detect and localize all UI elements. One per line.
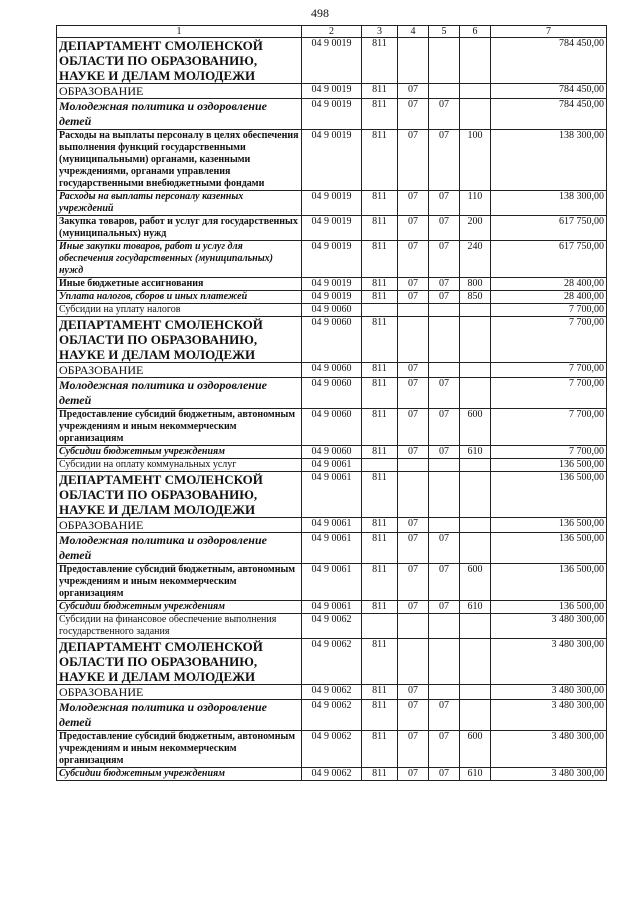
subsection-code: [429, 472, 460, 518]
ministry-code: 811: [362, 241, 398, 278]
subsection-code: 07: [429, 601, 460, 614]
table-row: [57, 409, 607, 446]
table-row: [57, 639, 607, 685]
section-code: [398, 639, 429, 685]
row-name: Субсидии бюджетным учреждениям: [57, 601, 302, 614]
subsection-code: [429, 84, 460, 99]
section-code: 07: [398, 564, 429, 601]
table-row: [57, 241, 607, 278]
target-article-code: 04 9 0062: [302, 614, 362, 639]
subsection-code: 07: [429, 291, 460, 304]
target-article-code: 04 9 0019: [302, 291, 362, 304]
ministry-code: 811: [362, 191, 398, 216]
ministry-code: 811: [362, 216, 398, 241]
ministry-code: 811: [362, 601, 398, 614]
target-article-code: 04 9 0060: [302, 317, 362, 363]
expense-type-code: [460, 614, 491, 639]
table-row: [57, 317, 607, 363]
target-article-code: 04 9 0019: [302, 191, 362, 216]
target-article-code: 04 9 0062: [302, 639, 362, 685]
ministry-code: 811: [362, 278, 398, 291]
table-row: [57, 304, 607, 317]
amount: 136 500,00: [491, 518, 607, 533]
amount: 7 700,00: [491, 378, 607, 409]
expense-type-code: [460, 700, 491, 731]
table-row: [57, 38, 607, 84]
table-row: [57, 685, 607, 700]
ministry-code: 811: [362, 38, 398, 84]
amount: 7 700,00: [491, 409, 607, 446]
ministry-code: 811: [362, 84, 398, 99]
section-code: [398, 614, 429, 639]
section-code: [398, 304, 429, 317]
table-row: [57, 84, 607, 99]
subsection-code: [429, 304, 460, 317]
row-name: ОБРАЗОВАНИЕ: [57, 518, 302, 533]
expense-type-code: 610: [460, 768, 491, 781]
amount: 617 750,00: [491, 241, 607, 278]
expense-type-code: 850: [460, 291, 491, 304]
row-name: Молодежная политика и оздоровление детей: [57, 99, 302, 130]
subsection-code: 07: [429, 409, 460, 446]
subsection-code: 07: [429, 533, 460, 564]
section-code: 07: [398, 216, 429, 241]
row-name: Субсидии на уплату налогов: [57, 304, 302, 317]
subsection-code: 07: [429, 731, 460, 768]
row-name: Расходы на выплаты персоналу в целях обеспечения выполнения функций государственными (муниципальными) органами, казенными учреждениями, органами управления государственными внебюджетными фондами: [57, 130, 302, 191]
expense-type-code: 600: [460, 564, 491, 601]
ministry-code: 811: [362, 768, 398, 781]
target-article-code: 04 9 0019: [302, 84, 362, 99]
row-name: ДЕПАРТАМЕНТ СМОЛЕНСКОЙ ОБЛАСТИ ПО ОБРАЗОВАНИЮ, НАУКЕ И ДЕЛАМ МОЛОДЕЖИ: [57, 38, 302, 84]
row-name: ДЕПАРТАМЕНТ СМОЛЕНСКОЙ ОБЛАСТИ ПО ОБРАЗОВАНИЮ, НАУКЕ И ДЕЛАМ МОЛОДЕЖИ: [57, 472, 302, 518]
subsection-code: [429, 614, 460, 639]
target-article-code: 04 9 0019: [302, 216, 362, 241]
ministry-code: [362, 614, 398, 639]
ministry-code: 811: [362, 363, 398, 378]
row-name: Предоставление субсидий бюджетным, автономным учреждениям и иным некоммерческим организациям: [57, 731, 302, 768]
table-row: [57, 614, 607, 639]
section-code: 07: [398, 191, 429, 216]
section-code: 07: [398, 363, 429, 378]
subsection-code: [429, 685, 460, 700]
section-code: 07: [398, 99, 429, 130]
row-name: Субсидии бюджетным учреждениям: [57, 768, 302, 781]
amount: 136 500,00: [491, 601, 607, 614]
amount: 136 500,00: [491, 533, 607, 564]
ministry-code: 811: [362, 731, 398, 768]
section-code: 07: [398, 241, 429, 278]
ministry-code: 811: [362, 446, 398, 459]
subsection-code: 07: [429, 216, 460, 241]
table-row: [57, 459, 607, 472]
table-row: [57, 472, 607, 518]
section-code: [398, 38, 429, 84]
expense-type-code: 600: [460, 409, 491, 446]
expense-type-code: 240: [460, 241, 491, 278]
target-article-code: 04 9 0019: [302, 38, 362, 84]
row-name: ДЕПАРТАМЕНТ СМОЛЕНСКОЙ ОБЛАСТИ ПО ОБРАЗОВАНИЮ, НАУКЕ И ДЕЛАМ МОЛОДЕЖИ: [57, 317, 302, 363]
subsection-code: [429, 38, 460, 84]
target-article-code: 04 9 0062: [302, 731, 362, 768]
column-header: 2: [302, 26, 362, 38]
row-name: Иные бюджетные ассигнования: [57, 278, 302, 291]
row-name: Предоставление субсидий бюджетным, автономным учреждениям и иным некоммерческим организациям: [57, 564, 302, 601]
ministry-code: 811: [362, 99, 398, 130]
amount: 138 300,00: [491, 130, 607, 191]
subsection-code: 07: [429, 378, 460, 409]
section-code: 07: [398, 601, 429, 614]
amount: 138 300,00: [491, 191, 607, 216]
section-code: 07: [398, 446, 429, 459]
section-code: 07: [398, 409, 429, 446]
table-row: [57, 768, 607, 781]
amount: 617 750,00: [491, 216, 607, 241]
ministry-code: 811: [362, 518, 398, 533]
row-name: Молодежная политика и оздоровление детей: [57, 378, 302, 409]
ministry-code: 811: [362, 685, 398, 700]
amount: 28 400,00: [491, 278, 607, 291]
ministry-code: 811: [362, 317, 398, 363]
target-article-code: 04 9 0061: [302, 601, 362, 614]
subsection-code: 07: [429, 99, 460, 130]
ministry-code: 811: [362, 639, 398, 685]
row-name: Субсидии на оплату коммунальных услуг: [57, 459, 302, 472]
expense-type-code: 200: [460, 216, 491, 241]
amount: 7 700,00: [491, 446, 607, 459]
ministry-code: 811: [362, 130, 398, 191]
amount: 136 500,00: [491, 564, 607, 601]
amount: 7 700,00: [491, 363, 607, 378]
ministry-code: 811: [362, 700, 398, 731]
expense-type-code: [460, 533, 491, 564]
section-code: 07: [398, 731, 429, 768]
ministry-code: 811: [362, 533, 398, 564]
expense-type-code: [460, 84, 491, 99]
row-name: Субсидии на финансовое обеспечение выполнения государственного задания: [57, 614, 302, 639]
amount: 784 450,00: [491, 84, 607, 99]
expense-type-code: [460, 317, 491, 363]
amount: 7 700,00: [491, 304, 607, 317]
target-article-code: 04 9 0062: [302, 700, 362, 731]
page-number: 498: [311, 6, 329, 20]
table-row: [57, 700, 607, 731]
column-header: 6: [460, 26, 491, 38]
target-article-code: 04 9 0061: [302, 564, 362, 601]
table-row: [57, 191, 607, 216]
subsection-code: 07: [429, 446, 460, 459]
row-name: Предоставление субсидий бюджетным, автономным учреждениям и иным некоммерческим организациям: [57, 409, 302, 446]
amount: 3 480 300,00: [491, 614, 607, 639]
section-code: 07: [398, 533, 429, 564]
section-code: [398, 317, 429, 363]
subsection-code: [429, 639, 460, 685]
subsection-code: [429, 363, 460, 378]
header-row: [57, 26, 607, 38]
expense-type-code: 110: [460, 191, 491, 216]
section-code: 07: [398, 768, 429, 781]
amount: 3 480 300,00: [491, 731, 607, 768]
subsection-code: 07: [429, 278, 460, 291]
subsection-code: 07: [429, 241, 460, 278]
row-name: ОБРАЗОВАНИЕ: [57, 84, 302, 99]
expense-type-code: [460, 685, 491, 700]
table-row: [57, 518, 607, 533]
expense-type-code: [460, 38, 491, 84]
expense-type-code: [460, 459, 491, 472]
target-article-code: 04 9 0060: [302, 378, 362, 409]
table-row: [57, 363, 607, 378]
table-row: [57, 446, 607, 459]
section-code: 07: [398, 700, 429, 731]
amount: 3 480 300,00: [491, 700, 607, 731]
amount: 3 480 300,00: [491, 768, 607, 781]
expense-type-code: 600: [460, 731, 491, 768]
section-code: [398, 472, 429, 518]
expense-type-code: 610: [460, 446, 491, 459]
row-name: Молодежная политика и оздоровление детей: [57, 700, 302, 731]
budget-table: [56, 25, 607, 781]
amount: 3 480 300,00: [491, 685, 607, 700]
table-row: [57, 731, 607, 768]
row-name: Иные закупки товаров, работ и услуг для обеспечения государственных (муниципальных) нужд: [57, 241, 302, 278]
subsection-code: 07: [429, 700, 460, 731]
table-row: [57, 378, 607, 409]
ministry-code: 811: [362, 378, 398, 409]
column-header: 1: [57, 26, 302, 38]
section-code: 07: [398, 84, 429, 99]
table-row: [57, 564, 607, 601]
row-name: Уплата налогов, сборов и иных платежей: [57, 291, 302, 304]
amount: 784 450,00: [491, 38, 607, 84]
expense-type-code: [460, 472, 491, 518]
table-row: [57, 278, 607, 291]
amount: 136 500,00: [491, 472, 607, 518]
expense-type-code: [460, 304, 491, 317]
ministry-code: [362, 304, 398, 317]
amount: 28 400,00: [491, 291, 607, 304]
ministry-code: 811: [362, 564, 398, 601]
expense-type-code: 800: [460, 278, 491, 291]
subsection-code: [429, 459, 460, 472]
section-code: 07: [398, 291, 429, 304]
table-row: [57, 601, 607, 614]
expense-type-code: 100: [460, 130, 491, 191]
table-row: [57, 533, 607, 564]
table-row: [57, 291, 607, 304]
column-header: 4: [398, 26, 429, 38]
subsection-code: 07: [429, 130, 460, 191]
section-code: 07: [398, 378, 429, 409]
target-article-code: 04 9 0019: [302, 241, 362, 278]
row-name: ОБРАЗОВАНИЕ: [57, 685, 302, 700]
table-row: [57, 216, 607, 241]
amount: 136 500,00: [491, 459, 607, 472]
target-article-code: 04 9 0061: [302, 518, 362, 533]
expense-type-code: [460, 518, 491, 533]
column-header: 5: [429, 26, 460, 38]
ministry-code: [362, 459, 398, 472]
table-row: [57, 99, 607, 130]
row-name: Молодежная политика и оздоровление детей: [57, 533, 302, 564]
target-article-code: 04 9 0060: [302, 304, 362, 317]
target-article-code: 04 9 0060: [302, 409, 362, 446]
expense-type-code: 610: [460, 601, 491, 614]
expense-type-code: [460, 378, 491, 409]
column-header: 7: [491, 26, 607, 38]
section-code: 07: [398, 518, 429, 533]
row-name: Расходы на выплаты персоналу казенных учреждений: [57, 191, 302, 216]
row-name: Закупка товаров, работ и услуг для государственных (муниципальных) нужд: [57, 216, 302, 241]
amount: 784 450,00: [491, 99, 607, 130]
target-article-code: 04 9 0061: [302, 533, 362, 564]
section-code: 07: [398, 130, 429, 191]
target-article-code: 04 9 0019: [302, 130, 362, 191]
section-code: [398, 459, 429, 472]
table-row: [57, 130, 607, 191]
expense-type-code: [460, 639, 491, 685]
row-name: ДЕПАРТАМЕНТ СМОЛЕНСКОЙ ОБЛАСТИ ПО ОБРАЗОВАНИЮ, НАУКЕ И ДЕЛАМ МОЛОДЕЖИ: [57, 639, 302, 685]
target-article-code: 04 9 0061: [302, 472, 362, 518]
target-article-code: 04 9 0019: [302, 99, 362, 130]
column-header: 3: [362, 26, 398, 38]
expense-type-code: [460, 99, 491, 130]
subsection-code: 07: [429, 564, 460, 601]
target-article-code: 04 9 0060: [302, 363, 362, 378]
ministry-code: 811: [362, 291, 398, 304]
target-article-code: 04 9 0062: [302, 685, 362, 700]
target-article-code: 04 9 0062: [302, 768, 362, 781]
expense-type-code: [460, 363, 491, 378]
target-article-code: 04 9 0019: [302, 278, 362, 291]
row-name: ОБРАЗОВАНИЕ: [57, 363, 302, 378]
subsection-code: 07: [429, 768, 460, 781]
subsection-code: 07: [429, 191, 460, 216]
target-article-code: 04 9 0060: [302, 446, 362, 459]
ministry-code: 811: [362, 472, 398, 518]
section-code: 07: [398, 278, 429, 291]
subsection-code: [429, 317, 460, 363]
row-name: Субсидии бюджетным учреждениям: [57, 446, 302, 459]
amount: 3 480 300,00: [491, 639, 607, 685]
target-article-code: 04 9 0061: [302, 459, 362, 472]
subsection-code: [429, 518, 460, 533]
ministry-code: 811: [362, 409, 398, 446]
amount: 7 700,00: [491, 317, 607, 363]
section-code: 07: [398, 685, 429, 700]
